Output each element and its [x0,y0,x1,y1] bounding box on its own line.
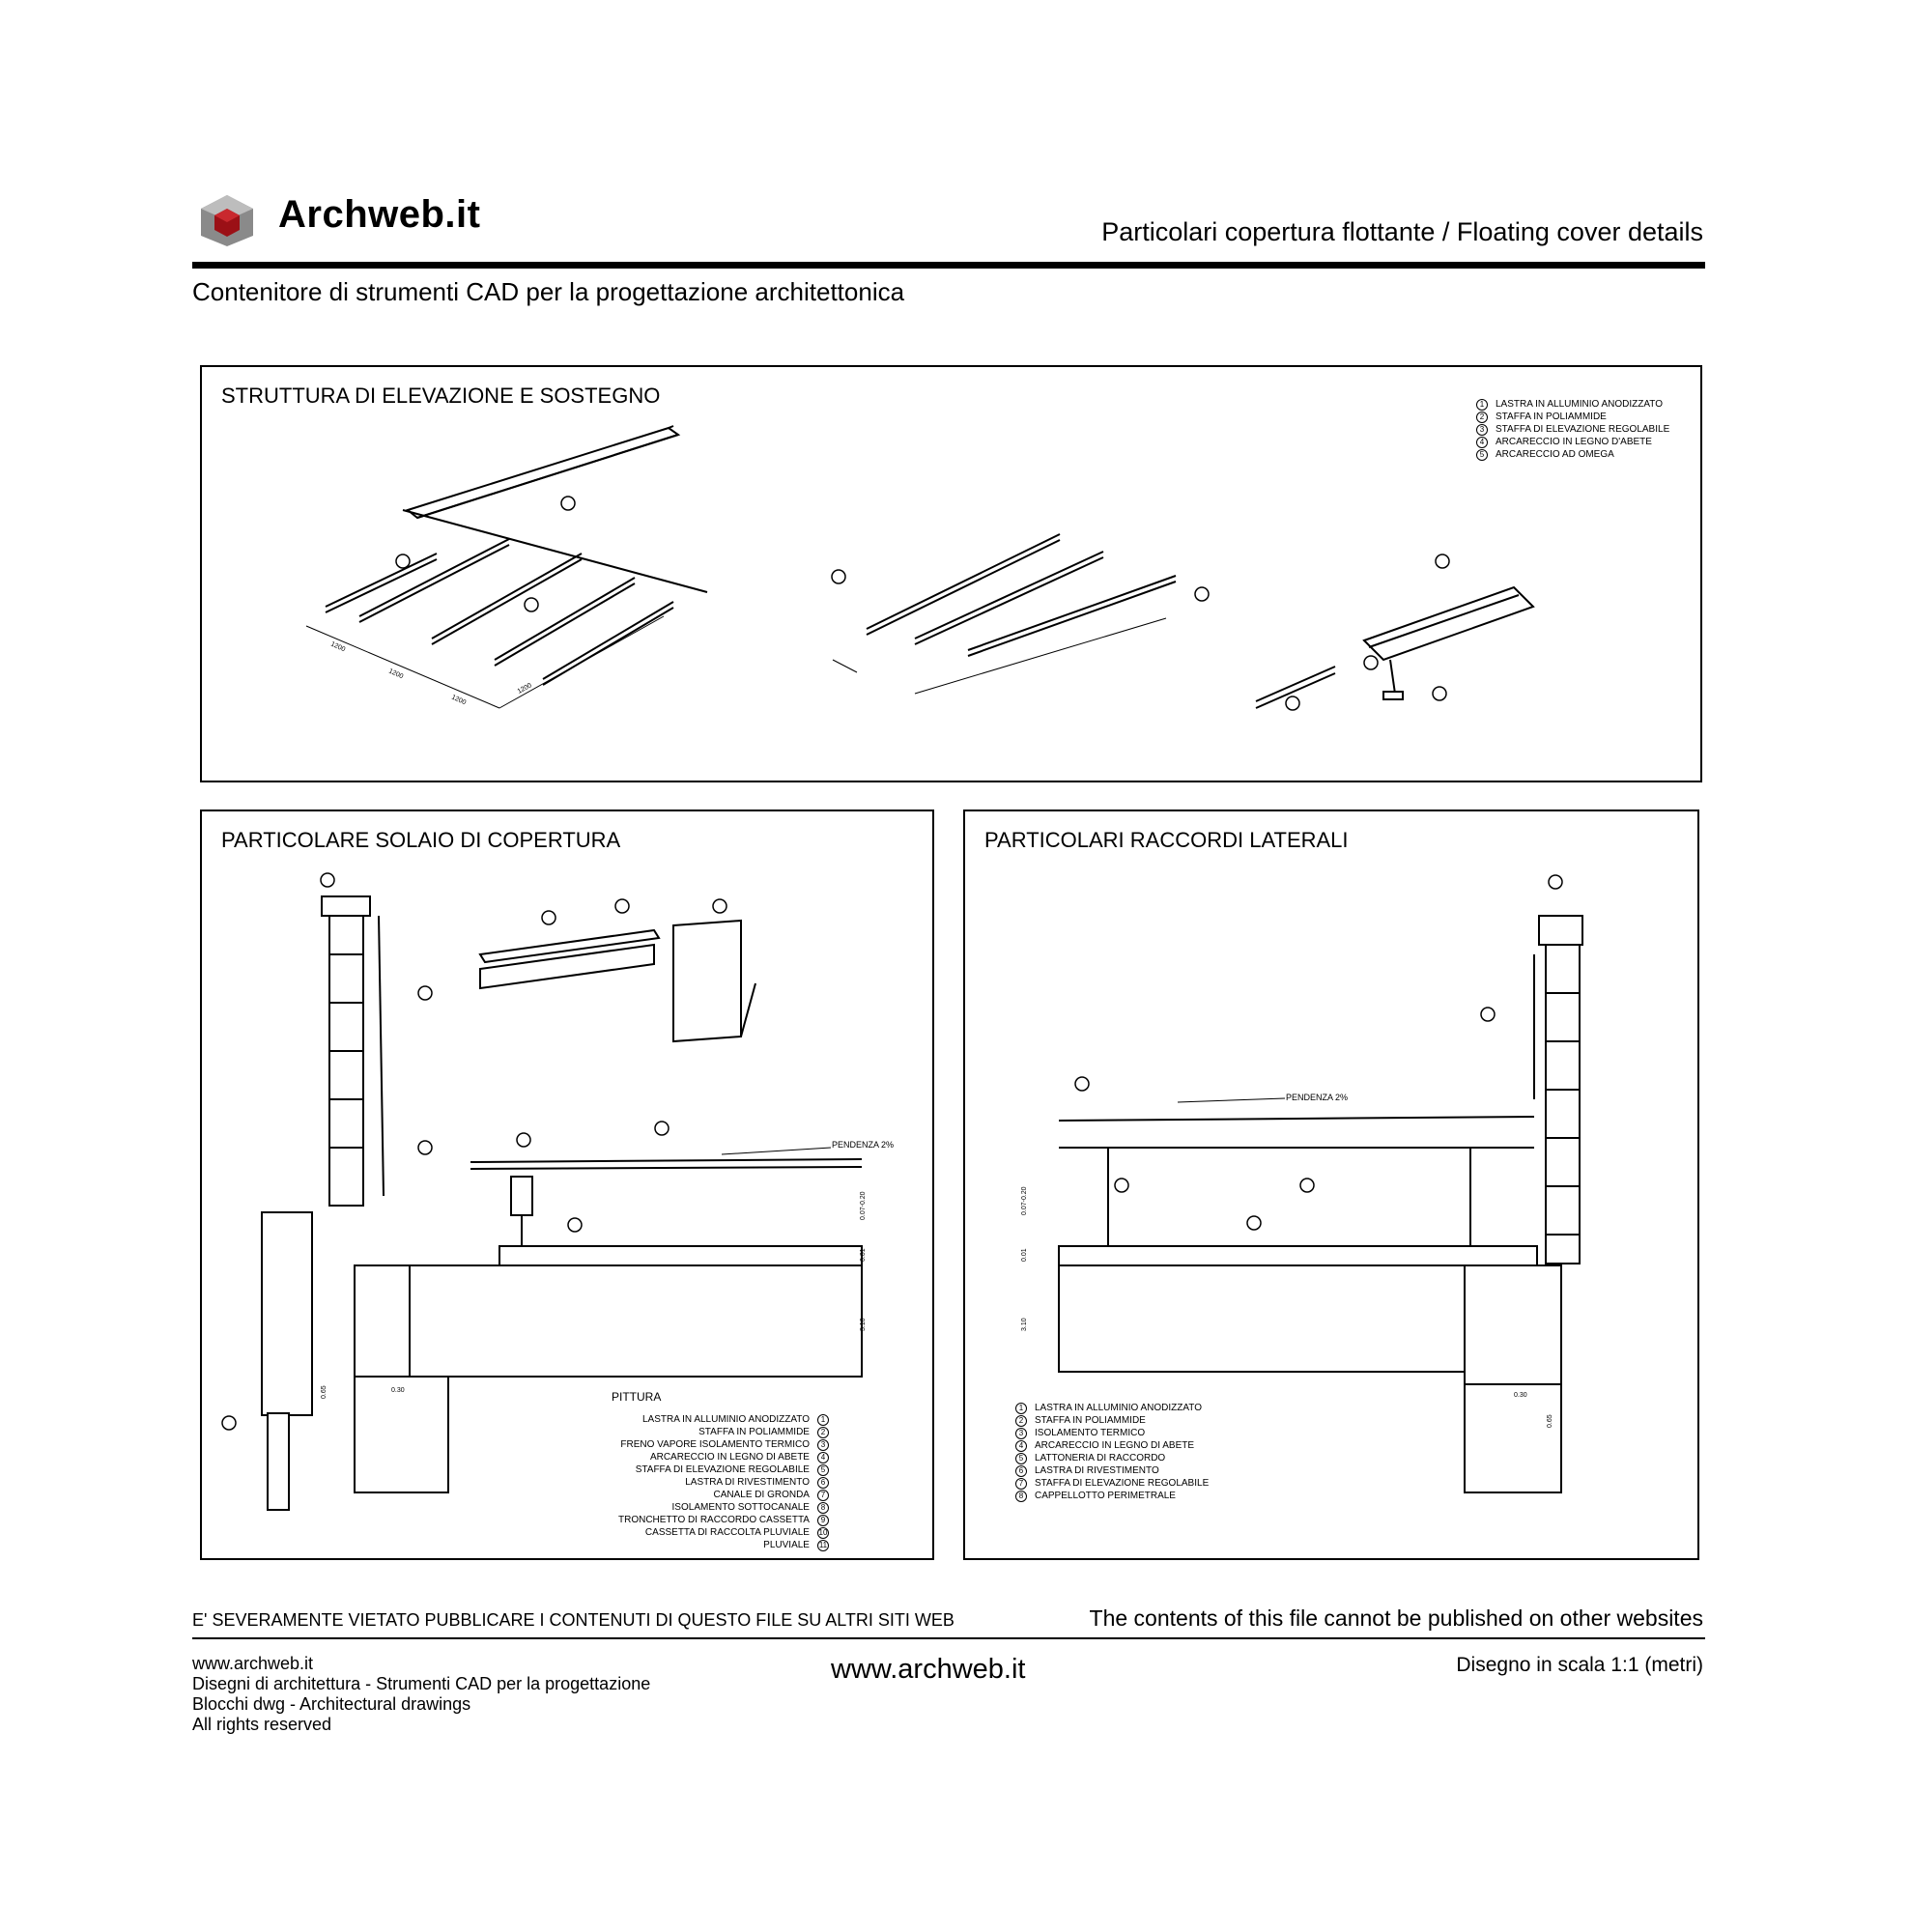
dimension-label: 0.30 [391,1387,405,1394]
copyright-warning-en: The contents of this file cannot be published on other websites [1089,1605,1703,1631]
dimension-label: 0.01 [860,1248,867,1262]
dimension-label: 0.65 [1547,1414,1553,1428]
dimension-label: 3.10 [1021,1318,1028,1331]
legend-item: CASSETTA DI RACCOLTA PLUVIALE 10 [644,1527,828,1538]
dimension-label: 0.07-0.20 [860,1191,867,1220]
archweb-logo-icon [197,193,257,247]
legend-item: TRONCHETTO DI RACCORDO CASSETTA 9 [618,1514,829,1526]
dimension-label: 3.10 [860,1318,867,1331]
legend-item: 2 STAFFA IN POLIAMMIDE [1015,1414,1209,1427]
legend-item: 5 ARCARECCIO AD OMEGA [1476,448,1669,461]
legend-item: LASTRA DI RIVESTIMENTO 6 [618,1476,829,1489]
panel-title-lateral-connections: PARTICOLARI RACCORDI LATERALI [984,828,1349,852]
support-structure-drawings [200,365,1702,782]
legend-item: 8 CAPPELLOTTO PERIMETRALE [1015,1490,1209,1502]
legend-item: 3 ISOLAMENTO TERMICO [1015,1427,1209,1439]
header-rule [192,262,1705,269]
slope-label: PENDENZA 2% [832,1140,895,1150]
bracket-detail [1256,554,1533,710]
legend-item: STAFFA DI ELEVAZIONE REGOLABILE 5 [618,1463,829,1476]
footer-line: All rights reserved [192,1715,332,1734]
legend-item: PLUVIALE 11 [763,1540,828,1550]
footer-info [192,1654,650,1735]
legend-item: ARCARECCIO IN LEGNO DI ABETE 4 [618,1451,829,1463]
legend-roof-slab [618,1413,829,1551]
legend-item: 7 STAFFA DI ELEVAZIONE REGOLABILE [1015,1477,1209,1490]
dimension-label: 0.07-0.20 [1021,1186,1028,1215]
legend-item: 6 LASTRA DI RIVESTIMENTO [1015,1464,1209,1477]
footer-line: www.archweb.it [192,1654,314,1673]
legend-item: 4 ARCARECCIO IN LEGNO D'ABETE [1476,436,1669,448]
dimension-label: 1200 [329,640,347,654]
legend-item: 1 LASTRA IN ALLUMINIO ANODIZZATO [1476,398,1669,411]
drawing-scale: Disegno in scala 1:1 (metri) [1456,1654,1703,1676]
dimension-label: 0.65 [321,1385,328,1399]
legend-item: ISOLAMENTO SOTTOCANALE 8 [618,1501,829,1514]
legend-item: 2 STAFFA IN POLIAMMIDE [1476,411,1669,423]
dimension-label: 1200 [387,668,405,681]
copyright-warning-it: E' SEVERAMENTE VIETATO PUBBLICARE I CONTENUTI DI QUESTO FILE SU ALTRI SITI WEB [192,1610,954,1630]
panel-title-roof-slab: PARTICOLARE SOLAIO DI COPERTURA [221,828,621,852]
omega-purlin-assembly [832,534,1209,694]
legend-lateral-connections [1015,1402,1209,1502]
legend-item: 4 ARCARECCIO IN LEGNO DI ABETE [1015,1439,1209,1452]
dimension-label: 1200 [450,694,468,707]
footer-line: Disegni di architettura - Strumenti CAD per la progettazione [192,1674,651,1693]
legend-item: 3 STAFFA DI ELEVAZIONE REGOLABILE [1476,423,1669,436]
legend-item: LASTRA IN ALLUMINIO ANODIZZATO 1 [618,1413,829,1426]
footer-rule [192,1637,1705,1639]
legend-item: CANALE DI GRONDA 7 [618,1489,829,1501]
legend-item: FRENO VAPORE ISOLAMENTO TERMICO 3 [618,1438,829,1451]
legend-item: 1 LASTRA IN ALLUMINIO ANODIZZATO [1015,1402,1209,1414]
brand-name: Archweb.it [278,193,481,236]
paint-label: PITTURA [612,1390,662,1404]
page-subtitle: Contenitore di strumenti CAD per la progettazione architettonica [192,277,905,306]
slope-label: PENDENZA 2% [1286,1093,1349,1102]
dimension-label: 0.30 [1514,1392,1527,1399]
dimension-label: 0.01 [1021,1248,1028,1262]
panel-title-support-structure: STRUTTURA DI ELEVAZIONE E SOSTEGNO [221,384,661,408]
legend-item: 5 LATTONERIA DI RACCORDO [1015,1452,1209,1464]
footer-url[interactable]: www.archweb.it [831,1654,1026,1685]
footer-line: Blocchi dwg - Architectural drawings [192,1694,471,1714]
isometric-roof-assembly [306,426,707,708]
page-title: Particolari copertura flottante / Floating cover details [1101,217,1703,246]
dimension-label: 1200 [516,682,533,696]
legend-item: STAFFA IN POLIAMMIDE 2 [618,1426,829,1438]
